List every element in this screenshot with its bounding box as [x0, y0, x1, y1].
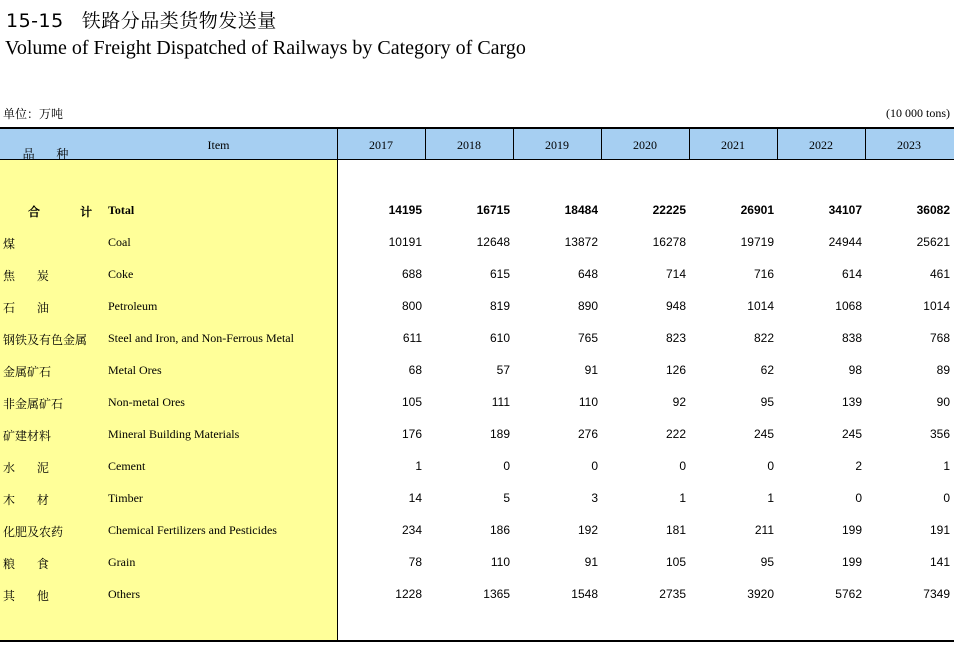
value-cell: 276 [577, 427, 598, 441]
row-label-en: Others [108, 587, 140, 601]
value-cell: 461 [929, 267, 950, 281]
value-cell: 25621 [916, 235, 950, 249]
value-cell: 10191 [388, 235, 422, 249]
table-row [0, 514, 954, 546]
row-label-cn: 煤 [3, 237, 16, 251]
table-title-en: Volume of Freight Dispatched of Railways by Category of Cargo [5, 37, 526, 59]
table-row [0, 354, 954, 386]
value-cell: 191 [929, 523, 950, 537]
value-cell: 14 [408, 491, 422, 505]
value-cell: 18484 [564, 203, 598, 217]
table-title-cn [6, 6, 277, 33]
table-row [0, 578, 954, 610]
row-label-en: Grain [108, 555, 136, 569]
freight-table [0, 127, 954, 642]
value-cell: 2735 [659, 587, 686, 601]
value-cell: 0 [591, 459, 598, 473]
row-label-en: Chemical Fertilizers and Pesticides [108, 523, 277, 537]
value-cell: 714 [665, 267, 686, 281]
row-label-en: Coal [108, 235, 131, 249]
row-label-cn: 石 油 [3, 301, 58, 315]
value-cell: 68 [408, 363, 422, 377]
value-cell: 7349 [923, 587, 950, 601]
value-cell: 14195 [388, 203, 422, 217]
row-label-cn: 水 泥 [3, 461, 58, 475]
value-cell: 24944 [828, 235, 862, 249]
value-cell: 1548 [571, 587, 598, 601]
header-year: 2017 [369, 138, 393, 152]
value-cell: 3920 [747, 587, 774, 601]
table-row [0, 450, 954, 482]
header-divider [689, 129, 690, 159]
value-cell: 0 [855, 491, 862, 505]
value-cell: 34107 [828, 203, 862, 217]
row-label-cn: 合 计 [28, 205, 111, 219]
value-cell: 98 [848, 363, 862, 377]
value-cell: 819 [489, 299, 510, 313]
value-cell: 181 [665, 523, 686, 537]
value-cell: 95 [760, 555, 774, 569]
value-cell: 1014 [747, 299, 774, 313]
value-cell: 91 [584, 363, 598, 377]
value-cell: 199 [841, 555, 862, 569]
value-cell: 105 [401, 395, 422, 409]
row-label-cn: 矿建材料 [3, 429, 52, 443]
value-cell: 105 [665, 555, 686, 569]
row-label-en: Total [108, 203, 135, 217]
header-divider [601, 129, 602, 159]
table-row [0, 546, 954, 578]
value-cell: 13872 [564, 235, 598, 249]
value-cell: 1365 [483, 587, 510, 601]
value-cell: 186 [489, 523, 510, 537]
table-row [0, 194, 954, 226]
value-cell: 222 [665, 427, 686, 441]
header-divider [777, 129, 778, 159]
header-year: 2019 [545, 138, 569, 152]
table-row [0, 322, 954, 354]
header-year: 2018 [457, 138, 481, 152]
value-cell: 5762 [835, 587, 862, 601]
row-label-en: Metal Ores [108, 363, 162, 377]
row-label-cn: 金属矿石 [3, 365, 52, 379]
value-cell: 768 [929, 331, 950, 345]
value-cell: 78 [408, 555, 422, 569]
value-cell: 245 [841, 427, 862, 441]
row-label-en: Petroleum [108, 299, 158, 313]
value-cell: 716 [753, 267, 774, 281]
value-cell: 126 [665, 363, 686, 377]
value-cell: 22225 [652, 203, 686, 217]
value-cell: 91 [584, 555, 598, 569]
header-category-cn: 品 种 [22, 147, 78, 161]
header-divider [865, 129, 866, 159]
row-label-cn: 焦 炭 [3, 269, 58, 283]
value-cell: 948 [665, 299, 686, 313]
value-cell: 1 [679, 491, 686, 505]
value-cell: 89 [936, 363, 950, 377]
value-cell: 141 [929, 555, 950, 569]
value-cell: 245 [753, 427, 774, 441]
value-cell: 199 [841, 523, 862, 537]
row-label-cn: 非金属矿石 [3, 397, 64, 411]
value-cell: 234 [401, 523, 422, 537]
value-cell: 5 [503, 491, 510, 505]
value-cell: 890 [577, 299, 598, 313]
table-row [0, 290, 954, 322]
value-cell: 111 [491, 395, 510, 409]
header-item: Item [207, 138, 230, 152]
header-divider [425, 129, 426, 159]
value-cell: 176 [401, 427, 422, 441]
value-cell: 611 [402, 331, 422, 345]
row-label-en: Non-metal Ores [108, 395, 185, 409]
header-year: 2022 [809, 138, 833, 152]
value-cell: 838 [841, 331, 862, 345]
value-cell: 615 [489, 267, 510, 281]
value-cell: 0 [767, 459, 774, 473]
value-cell: 19719 [740, 235, 774, 249]
row-label-cn: 钢铁及有色金属 [3, 333, 88, 347]
value-cell: 62 [760, 363, 774, 377]
value-cell: 110 [578, 395, 598, 409]
value-cell: 822 [753, 331, 774, 345]
row-label-cn: 化肥及农药 [3, 525, 64, 539]
header-divider [513, 129, 514, 159]
title-cn-text: 铁路分品类货物发送量 [81, 10, 277, 32]
row-label-en: Steel and Iron, and Non-Ferrous Metal [108, 331, 294, 345]
header-year: 2021 [721, 138, 745, 152]
value-cell: 192 [577, 523, 598, 537]
value-cell: 610 [489, 331, 510, 345]
value-cell: 0 [943, 491, 950, 505]
value-cell: 1228 [395, 587, 422, 601]
value-cell: 189 [489, 427, 510, 441]
value-cell: 1 [415, 459, 422, 473]
row-label-en: Mineral Building Materials [108, 427, 240, 441]
value-cell: 765 [577, 331, 598, 345]
table-row [0, 258, 954, 290]
value-cell: 12648 [476, 235, 510, 249]
unit-label-en: (10 000 tons) [886, 106, 950, 120]
row-label-cn: 粮 食 [3, 557, 58, 571]
table-row [0, 482, 954, 514]
header-year: 2023 [897, 138, 921, 152]
value-cell: 3 [591, 491, 598, 505]
row-label-en: Coke [108, 267, 134, 281]
value-cell: 1 [943, 459, 950, 473]
table-row [0, 418, 954, 450]
value-cell: 1068 [835, 299, 862, 313]
row-label-en: Timber [108, 491, 143, 505]
value-cell: 110 [490, 555, 510, 569]
value-cell: 211 [754, 523, 774, 537]
value-cell: 1 [767, 491, 774, 505]
unit-label-cn: 单位：万吨 [3, 107, 64, 121]
value-cell: 16715 [476, 203, 510, 217]
value-cell: 2 [855, 459, 862, 473]
value-cell: 57 [496, 363, 510, 377]
value-cell: 0 [679, 459, 686, 473]
row-label-en: Cement [108, 459, 146, 473]
value-cell: 614 [841, 267, 862, 281]
value-cell: 139 [841, 395, 862, 409]
value-cell: 95 [760, 395, 774, 409]
value-cell: 0 [503, 459, 510, 473]
value-cell: 16278 [652, 235, 686, 249]
value-cell: 823 [665, 331, 686, 345]
value-cell: 36082 [916, 203, 950, 217]
row-label-cn: 木 材 [3, 493, 58, 507]
table-row [0, 226, 954, 258]
table-number: 15-15 [6, 10, 64, 32]
header-year: 2020 [633, 138, 657, 152]
value-cell: 800 [401, 299, 422, 313]
value-cell: 26901 [740, 203, 774, 217]
value-cell: 92 [672, 395, 686, 409]
value-cell: 356 [929, 427, 950, 441]
table-row [0, 386, 954, 418]
value-cell: 688 [401, 267, 422, 281]
row-label-cn: 其 他 [3, 589, 58, 603]
value-cell: 648 [577, 267, 598, 281]
value-cell: 1014 [923, 299, 950, 313]
value-cell: 90 [936, 395, 950, 409]
